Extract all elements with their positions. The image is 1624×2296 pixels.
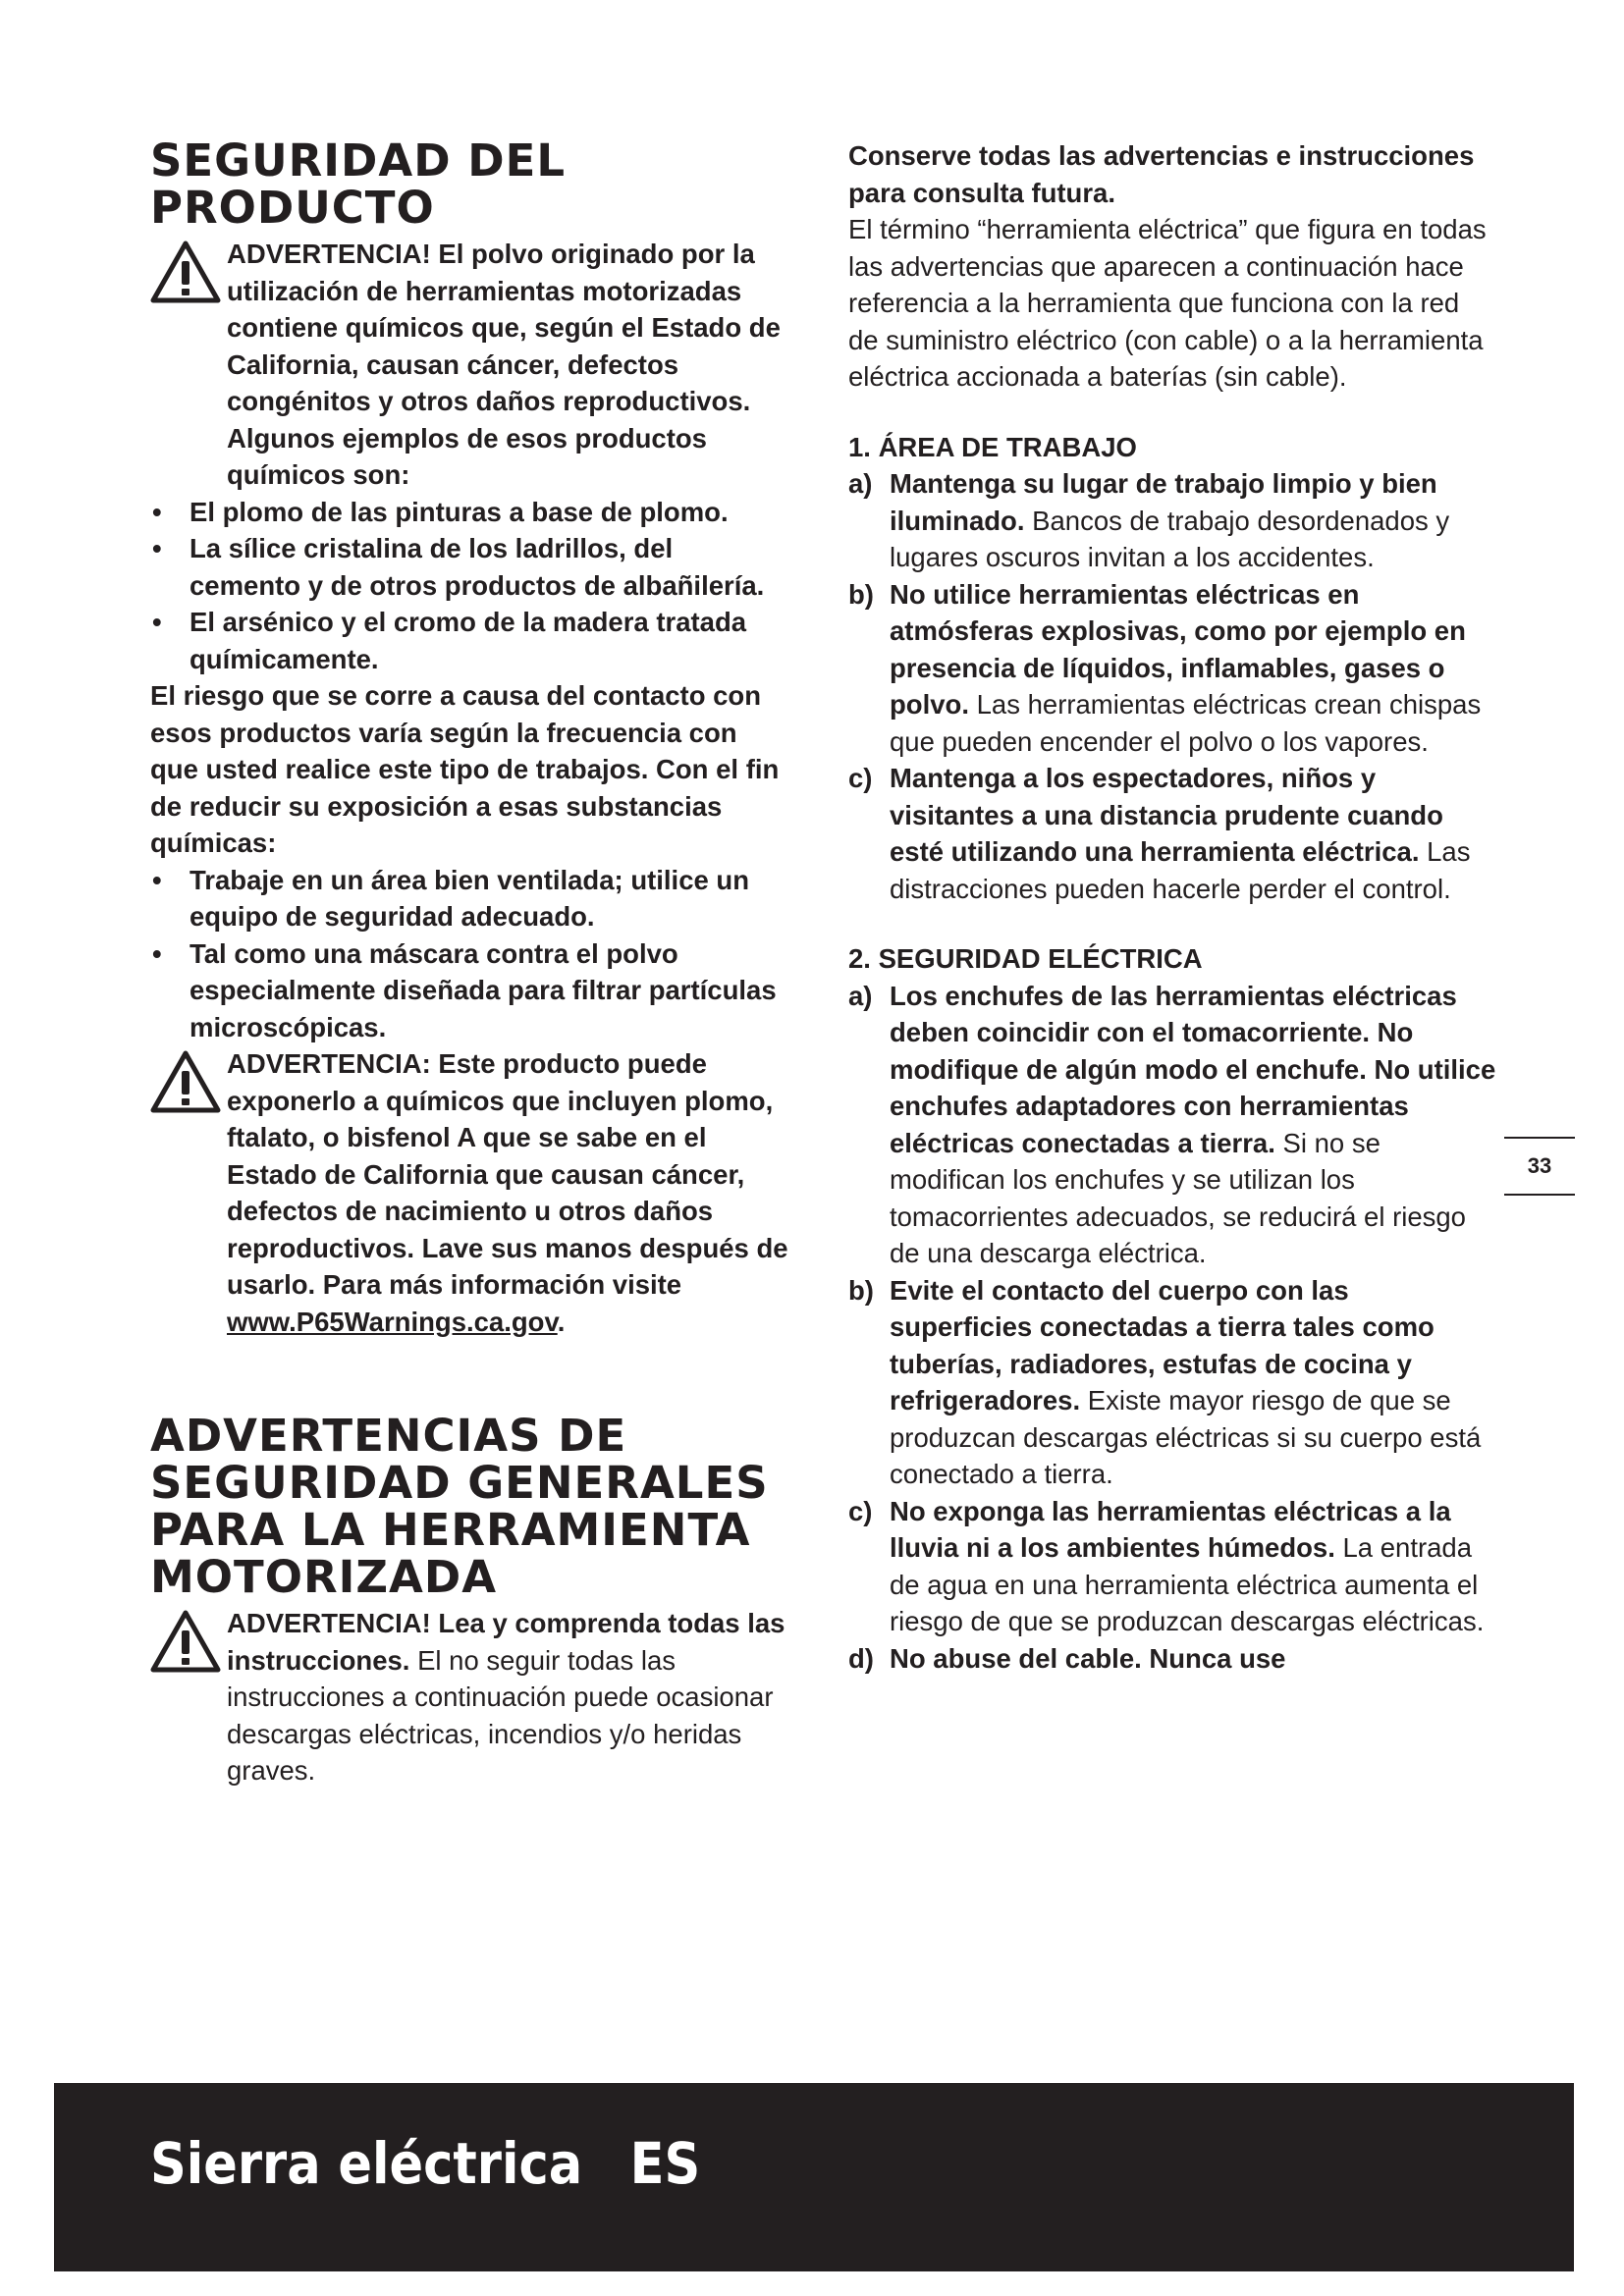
- warning-triangle-icon: [150, 240, 221, 304]
- list-item: a) Mantenga su lugar de trabajo limpio y bien iluminado. Bancos de trabajo desordenados y lugares oscuros invitan a los accidentes.: [848, 468, 1450, 572]
- section-title-electrical-safety: 2. SEGURIDAD ELÉCTRICA: [848, 943, 1203, 974]
- section-heading-product-safety: SEGURIDAD DEL PRODUCTO: [150, 134, 566, 234]
- term-definition: El término “herramienta eléctrica” que figura en todas las advertencias que aparecen a continuación hace referencia a la herramienta que funciona con la red de suministro eléctrico (con cable) o a la herramienta eléctrica accionada a baterías (sin cable).: [848, 214, 1487, 392]
- section-title-work-area: 1. ÁREA DE TRABAJO: [848, 431, 1137, 462]
- list-item: a) Los enchufes de las herramientas eléctricas deben coincidir con el tomacorriente. No modifique de algún modo el enchufe. No utilice enchufes adaptadores con herramientas eléctricas conectadas a tierra. Si no se modifican los enchufes y se utilizan los tomacorrientes adecuados, se reducirá el riesgo de una descarga eléctrica.: [848, 980, 1496, 1268]
- warning-triangle-icon: [150, 1049, 221, 1114]
- language-code: ES: [629, 2130, 701, 2197]
- p65-link[interactable]: www.P65Warnings.ca.gov: [227, 1306, 558, 1337]
- list-item: • Trabaje en un área bien ventilada; utilice un equipo de seguridad adecuado.: [152, 864, 750, 932]
- footer-banner: [54, 2083, 1574, 2271]
- product-name: Sierra eléctrica: [150, 2130, 583, 2197]
- warning-triangle-icon: [150, 1609, 221, 1674]
- list-item: d) No abuse del cable. Nunca use: [848, 1642, 1286, 1674]
- list-item: • La sílice cristalina de los ladrillos, del cemento y de otros productos de albañilería.: [152, 533, 765, 601]
- list-item: • El plomo de las pinturas a base de plomo.: [152, 496, 729, 527]
- footer-title: [150, 2130, 700, 2197]
- keep-instructions: Conserve todas las advertencias e instrucciones para consulta futura.: [848, 140, 1475, 208]
- left-column: [150, 134, 788, 1789]
- page-number: 33: [1527, 1153, 1552, 1178]
- section-heading-general-warnings: ADVERTENCIAS DE SEGURIDAD GENERALES PARA LA HERRAMIENTA MOTORIZADA: [150, 1410, 769, 1603]
- list-item: • Tal como una máscara contra el polvo especialmente diseñada para filtrar partículas microscópicas.: [152, 937, 777, 1042]
- risk-paragraph: El riesgo que se corre a causa del contacto con esos productos varía según la frecuencia con que usted realice este tipo de trabajos. Con el fin de reducir su exposición a esas substancias químicas:: [150, 680, 780, 858]
- list-item: b) Evite el contacto del cuerpo con las superficies conectadas a tierra tales como tuberías, radiadores, estufas de cocina y refrigeradores. Existe mayor riesgo de que se produzcan descargas eléctricas si su cuerpo está conectado a tierra.: [848, 1274, 1482, 1489]
- divider: [1504, 1194, 1575, 1196]
- warning-read-instructions: ADVERTENCIA! Lea y comprenda todas las instrucciones. El no seguir todas las instrucciones a continuación puede ocasionar descargas eléctricas, incendios y/o heridas graves.: [150, 1605, 788, 1789]
- page-number-tab: [1504, 1137, 1575, 1196]
- list-item: b) No utilice herramientas eléctricas en atmósferas explosivas, como por ejemplo en presencia de líquidos, inflamables, gases o polvo. Las herramientas eléctricas crean chispas que pueden encender el polvo o los vapores.: [848, 578, 1482, 757]
- right-column: [848, 137, 1496, 1677]
- list-item: • El arsénico y el cromo de la madera tratada químicamente.: [152, 607, 747, 674]
- list-item: c) Mantenga a los espectadores, niños y visitantes a una distancia prudente cuando esté utilizando una herramienta eléctrica. Las distracciones pueden hacerle perder el control.: [848, 763, 1471, 904]
- warning-dust: ADVERTENCIA! El polvo originado por la utilización de herramientas motorizadas contiene químicos que, según el Estado de California, causan cáncer, defectos congénitos y otros daños reproductivos. Algunos ejemplos de esos productos químicos son:: [150, 236, 788, 494]
- warning-prop65: ADVERTENCIA: Este producto puede exponerlo a químicos que incluyen plomo, ftalato, o bisfenol A que se sabe en el Estado de California que causan cáncer, defectos de nacimiento u otros daños reproductivos. Lave sus manos después de usarlo. Para más información visite www.P65Warnings.ca.gov.: [150, 1045, 788, 1340]
- list-item: c) No exponga las herramientas eléctricas a la lluvia ni a los ambientes húmedos. La entrada de agua en una herramienta eléctrica aumenta el riesgo de que se produzcan descargas eléctricas.: [848, 1495, 1485, 1636]
